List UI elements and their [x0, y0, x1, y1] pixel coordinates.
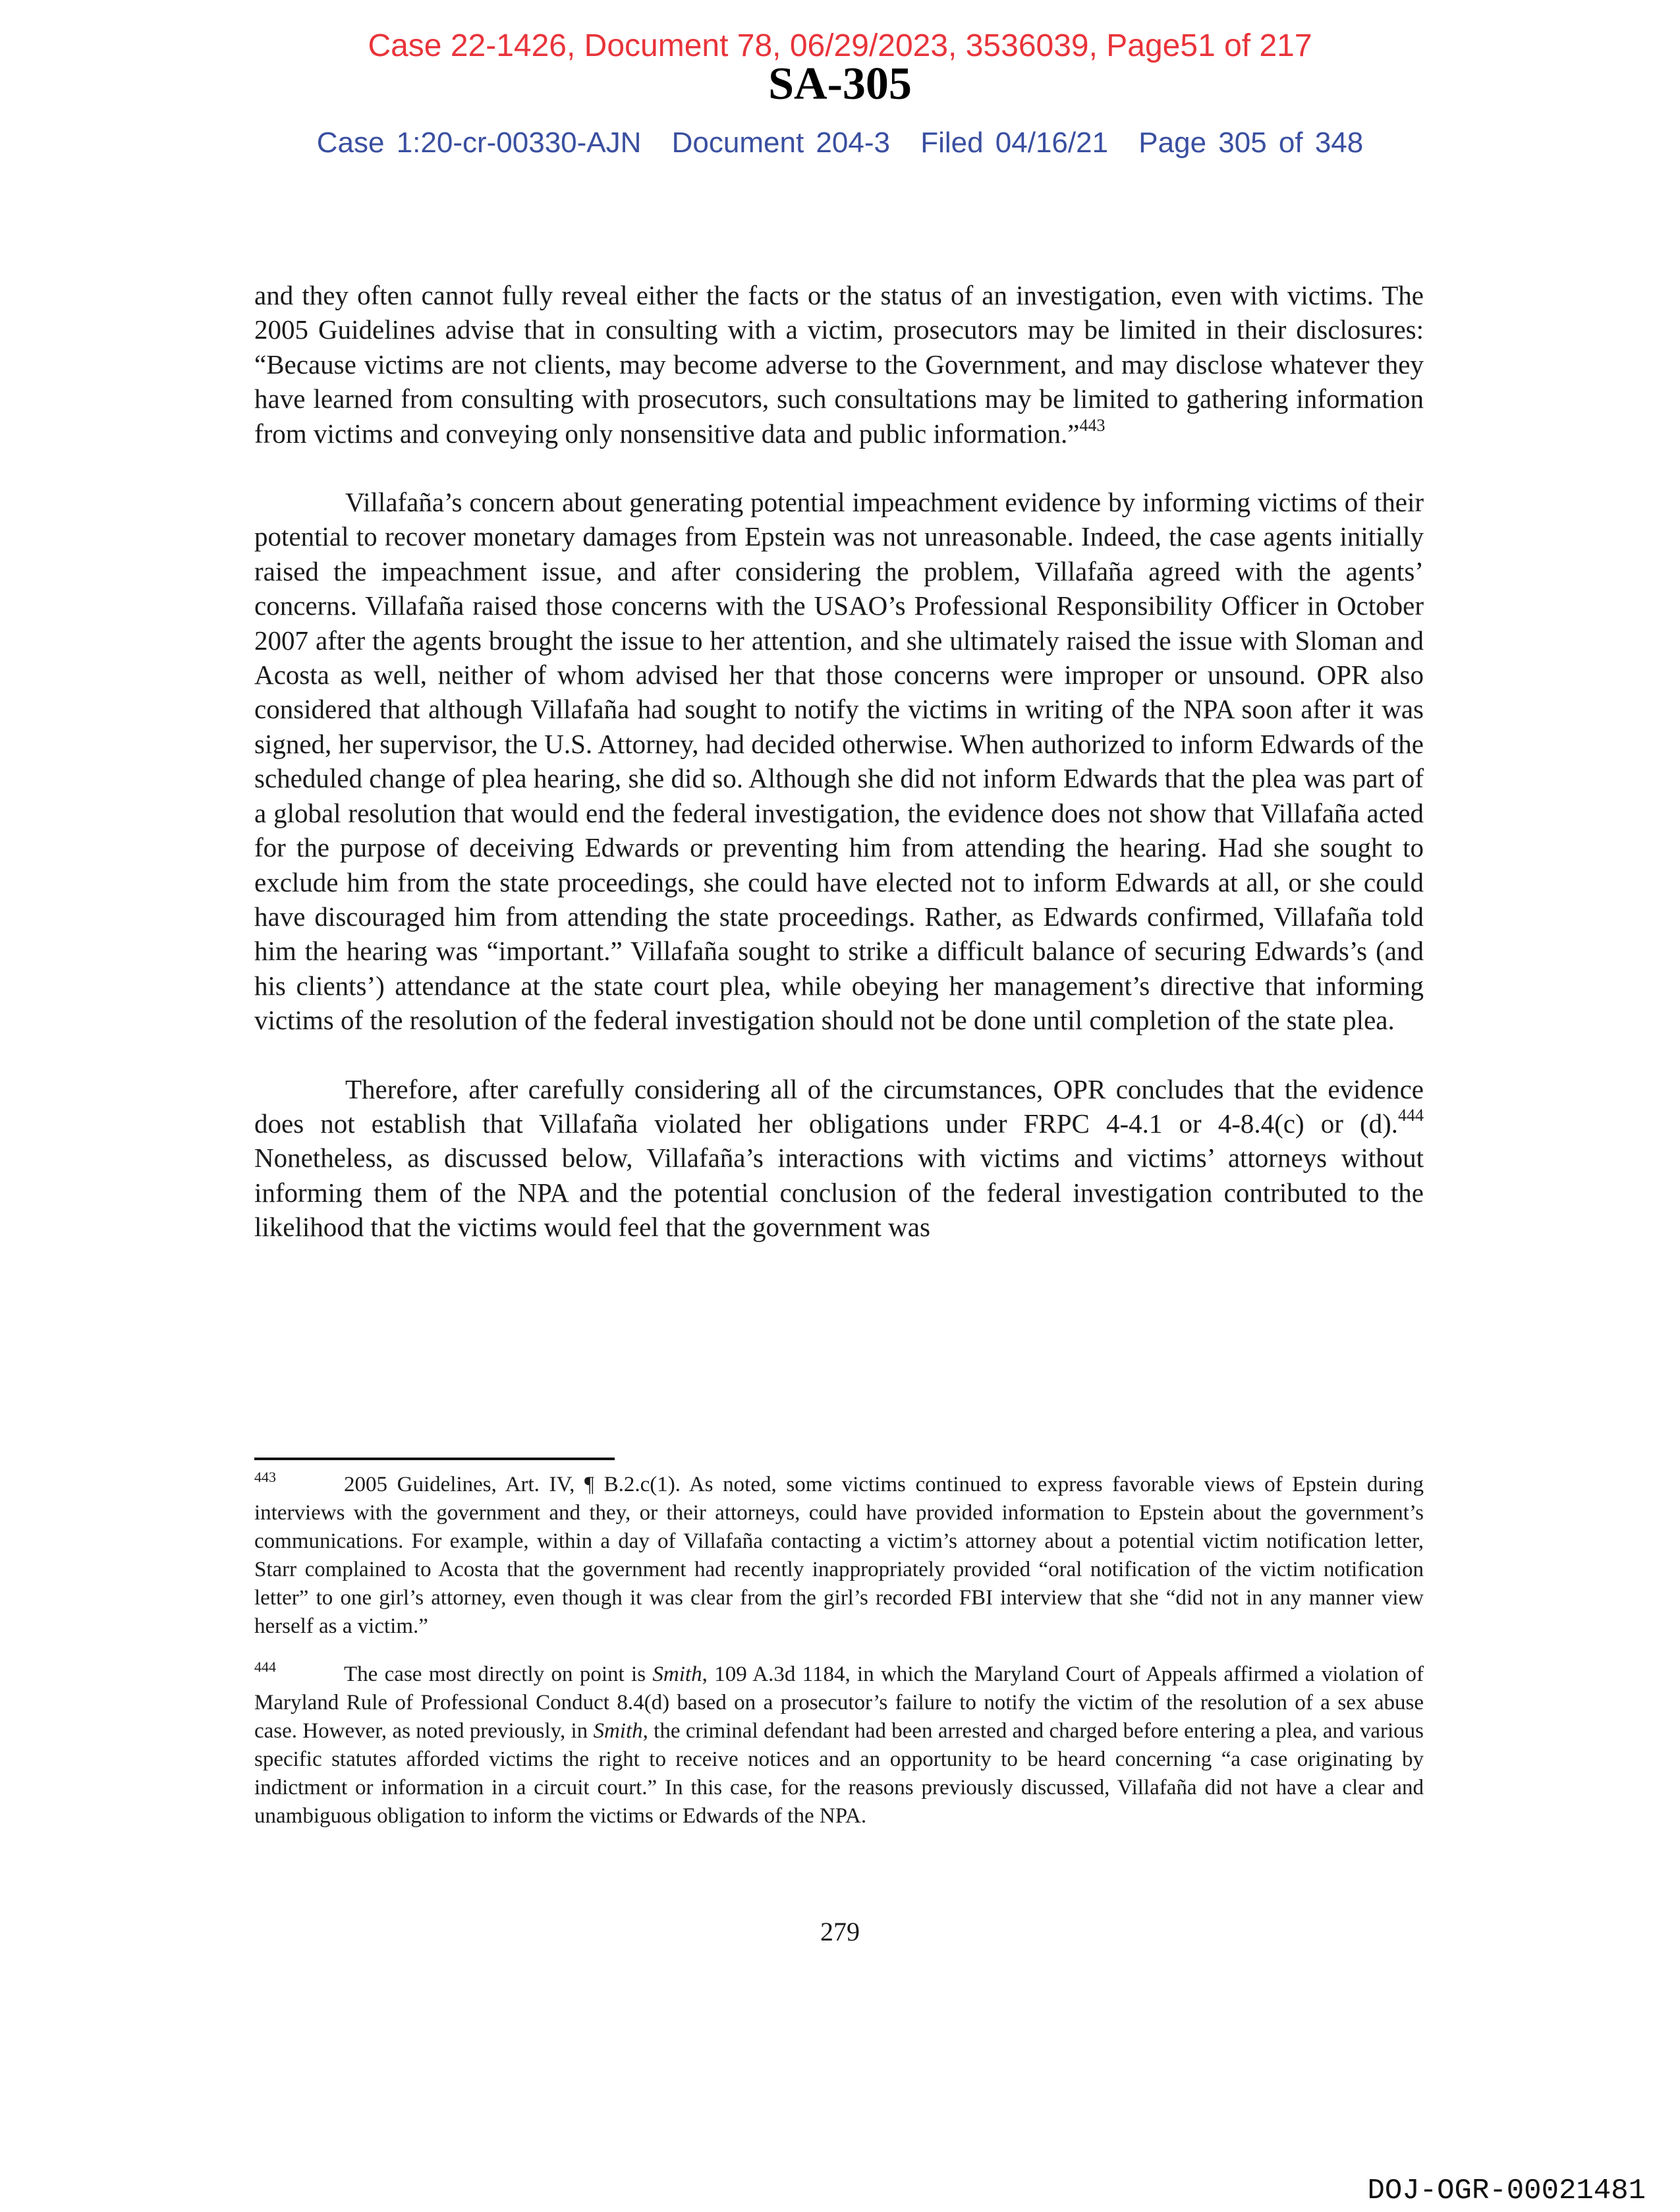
- footnotes-section: [254, 1471, 1424, 1850]
- footnote-reference[interactable]: 444: [1398, 1105, 1424, 1125]
- body-paragraph: [254, 1072, 1424, 1245]
- body-paragraph: [254, 278, 1424, 451]
- paragraph-text: Nonetheless, as discussed below, Villafaña’s interactions with victims and victims’ attorneys without informing them of the NPA and the potential conclusion of the federal investigation contributed to the likelihood that the victims would feel that the government was: [254, 1143, 1424, 1243]
- stamp-filed-date: Filed 04/16/21: [920, 127, 1109, 159]
- footnote-text: , the criminal defendant had been arrested and charged before entering a plea, and various specific statutes afforded victims the right to receive notices and an opportunity to be heard concerning “a case originating by indictment or information in a circuit court.” In this case, for the reasons previously discussed, Villafaña did not have a clear and unambiguous obligation to inform the victims or Edwards of the NPA.: [254, 1719, 1424, 1828]
- footnote-text: , 109 A.3d 1184, in which the Maryland Court of Appeals affirmed a violation of Maryland Rule of Professional Conduct 8.4(d) based on a prosecutor’s failure to notify the victim of the resolution of a sex abuse case. However, as noted previously, in: [254, 1662, 1424, 1743]
- case-name-italic: Smith: [593, 1719, 643, 1743]
- district-court-stamp: [0, 125, 1680, 161]
- footnote-444: 444 The case most directly on point is Smith, 109 A.3d 1184, in which the Maryland Court of Appeals affirmed a violation of Maryland Rule of Professional Conduct 8.4(d) based on a prosecutor’s failure to notify the victim of the resolution of a sex abuse case. However, as noted previously, in Smith, the criminal defendant had been arrested and charged before entering a plea, and various specific statutes afforded victims the right to receive notices and an opportunity to be heard concerning “a case originating by indictment or information in a circuit court.” In this case, for the reasons previously discussed, Villafaña did not have a clear and unambiguous obligation to inform the victims or Edwards of the NPA.: [254, 1659, 1424, 1828]
- paragraph-text: Villafaña’s concern about generating potential impeachment evidence by informing victims of their potential to recover monetary damages from Epstein was not unreasonable. Indeed, the case agents initially raised the impeachment issue, and after considering the problem, Villafaña agreed with the agents’ concerns. Villafaña raised those concerns with the USAO’s Professional Responsibility Officer in October 2007 after the agents brought the issue to her attention, and she ultimately raised the issue with Sloman and Acosta as well, neither of whom advised her that those concerns were improper or unsound. OPR also considered that although Villafaña had sought to notify the victims in writing of the NPA soon after it was signed, her supervisor, the U.S. Attorney, had decided otherwise. When authorized to inform Edwards of the scheduled change of plea hearing, she did so. Although she did not inform Edwards that the plea was part of a global resolution that would end the federal investigation, the evidence does not show that Villafaña acted for the purpose of deceiving Edwards or preventing him from attending the hearing. Had she sought to exclude him from the state proceedings, she could have elected not to inform Edwards at all, or she could have discouraged him from attending the state proceedings. Rather, as Edwards confirmed, Villafaña told him the hearing was “important.” Villafaña sought to strike a difficult balance of securing Edwards’s (and his clients’) attendance at the state court plea, while obeying her management’s directive that informing victims of the resolution of the federal investigation should not be done until completion of the state plea.: [254, 487, 1424, 1036]
- stamp-document-number: Document 204-3: [671, 127, 890, 159]
- paragraph-text: Therefore, after carefully considering all of the circumstances, OPR concludes that the evidence does not establish that Villafaña violated her obligations under FRPC 4-4.1 or 4-8.4(c) or (d).: [254, 1073, 1424, 1139]
- footnote-reference[interactable]: 443: [1079, 415, 1106, 435]
- footnote-443: 443 2005 Guidelines, Art. IV, ¶ B.2.c(1). As noted, some victims continued to express favorable views of Epstein during interviews with the government and they, or their attorneys, could have provided information to Epstein about the government’s communications. For example, within a day of Villafaña contacting a victim’s attorney about a potential victim notification letter, Starr complained to Acosta that the government had recently inappropriately provided “oral notification of the victim notification letter” to one girl’s attorney, even though it was clear from the girl’s recorded FBI interview that she “did not in any manner view herself as a victim.”: [254, 1469, 1424, 1638]
- body-paragraph: [254, 485, 1424, 1038]
- paragraph-text: and they often cannot fully reveal either the facts or the status of an investigation, even with victims. The 2005 Guidelines advise that in consulting with a victim, prosecutors may be limited in their disclosures: “Because victims are not clients, may become adverse to the Government, and may disclose whatever they have learned from consulting with prosecutors, such consultations may be limited to gathering information from victims and conveying only nonsensitive data and public information.”: [254, 280, 1424, 449]
- footnote-text: 2005 Guidelines, Art. IV, ¶ B.2.c(1). As noted, some victims continued to express favorable views of Epstein during interviews with the government and they, or their attorneys, could have provided information to Epstein about the government’s communications. For example, within a day of Villafaña contacting a victim’s attorney about a potential victim notification letter, Starr complained to Acosta that the government had recently inappropriately provided “oral notification of the victim notification letter” to one girl’s attorney, even though it was clear from the girl’s recorded FBI interview that she “did not in any manner view herself as a victim.”: [254, 1473, 1424, 1638]
- stamp-page-count: Page 305 of 348: [1138, 127, 1364, 159]
- page-number: 279: [820, 1917, 860, 1946]
- footnote-text: The case most directly on point is: [344, 1662, 653, 1686]
- document-body: [254, 278, 1424, 1279]
- appeal-court-stamp: Case 22-1426, Document 78, 06/29/2023, 3536039, Page51 of 217: [368, 28, 1312, 63]
- sa-page-number: SA-305: [768, 59, 912, 109]
- footnote-separator: [254, 1458, 615, 1460]
- case-name-italic: Smith: [652, 1662, 702, 1686]
- bates-number: DOJ-OGR-00021481: [1367, 2174, 1646, 2207]
- stamp-case-number: Case 1:20-cr-00330-AJN: [316, 127, 642, 159]
